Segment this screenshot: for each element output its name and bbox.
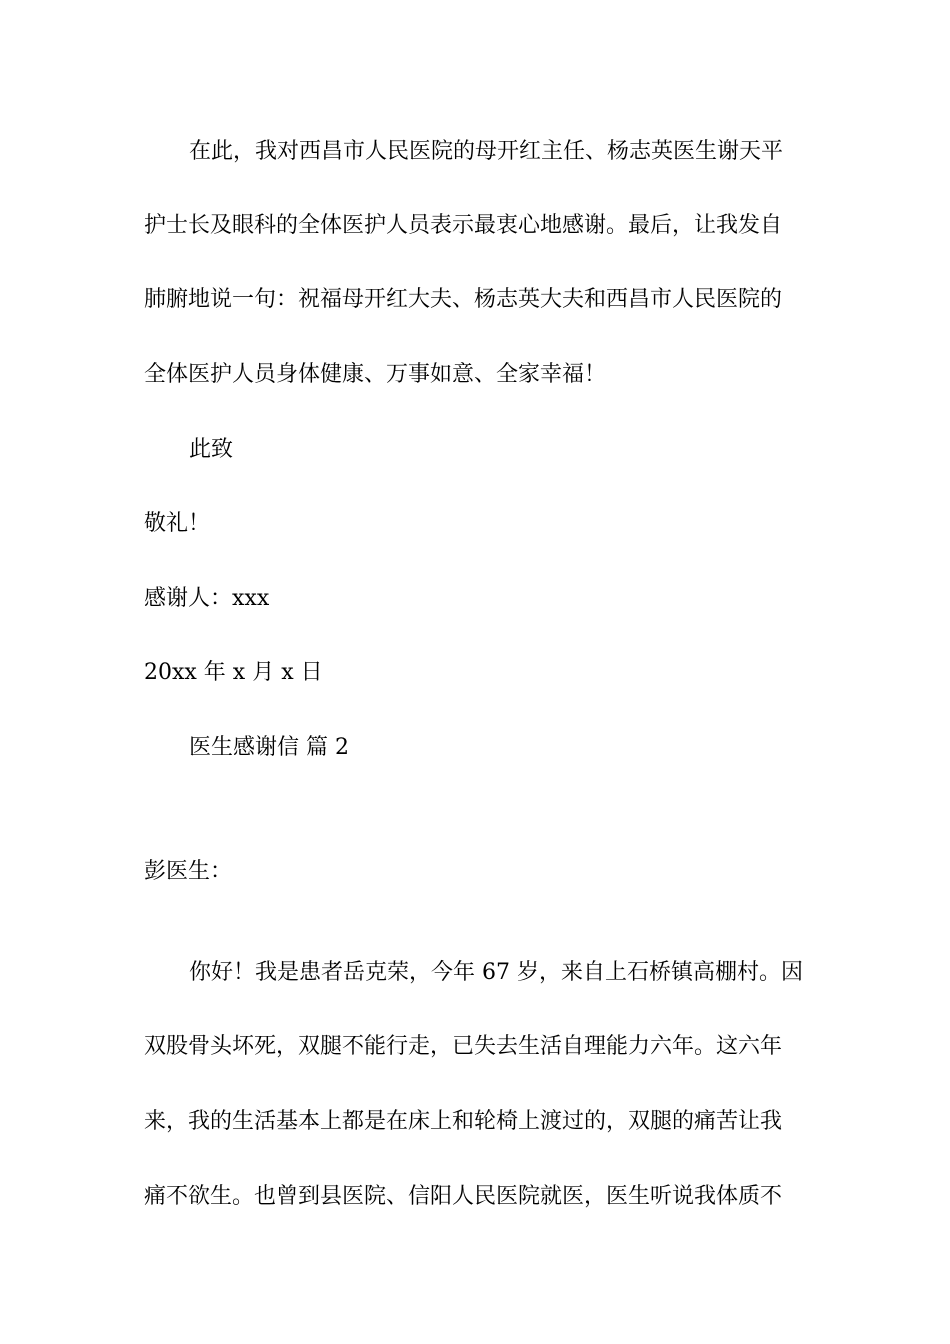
closing-respect: 敬礼！ bbox=[144, 511, 211, 536]
paragraph-line: 全体医护人员身体健康、万事如意、全家幸福！ bbox=[144, 362, 607, 387]
paragraph-line: 在此，我对西昌市人民医院的母开红主任、杨志英医生谢天平 bbox=[189, 139, 784, 164]
section-title: 医生感谢信 篇 2 bbox=[189, 735, 349, 760]
paragraph-line: 肺腑地说一句：祝福母开红大夫、杨志英大夫和西昌市人民医院的 bbox=[144, 287, 783, 312]
paragraph-line: 护士长及眼科的全体医护人员表示最衷心地感谢。最后，让我发自 bbox=[144, 213, 783, 238]
paragraph-line: 你好！我是患者岳克荣，今年 67 岁，来自上石桥镇高棚村。因 bbox=[189, 960, 803, 985]
letter-date: 20xx 年 x 月 x 日 bbox=[144, 660, 323, 685]
letter-greeting: 彭医生： bbox=[144, 859, 233, 884]
signer: 感谢人：xxx bbox=[144, 586, 270, 611]
paragraph-line: 痛不欲生。也曾到县医院、信阳人民医院就医，医生听说我体质不 bbox=[144, 1184, 783, 1209]
closing-salutation: 此致 bbox=[189, 437, 234, 462]
paragraph-line: 双股骨头坏死，双腿不能行走，已失去生活自理能力六年。这六年 bbox=[144, 1034, 783, 1059]
paragraph-line: 来，我的生活基本上都是在床上和轮椅上渡过的，双腿的痛苦让我 bbox=[144, 1109, 783, 1134]
